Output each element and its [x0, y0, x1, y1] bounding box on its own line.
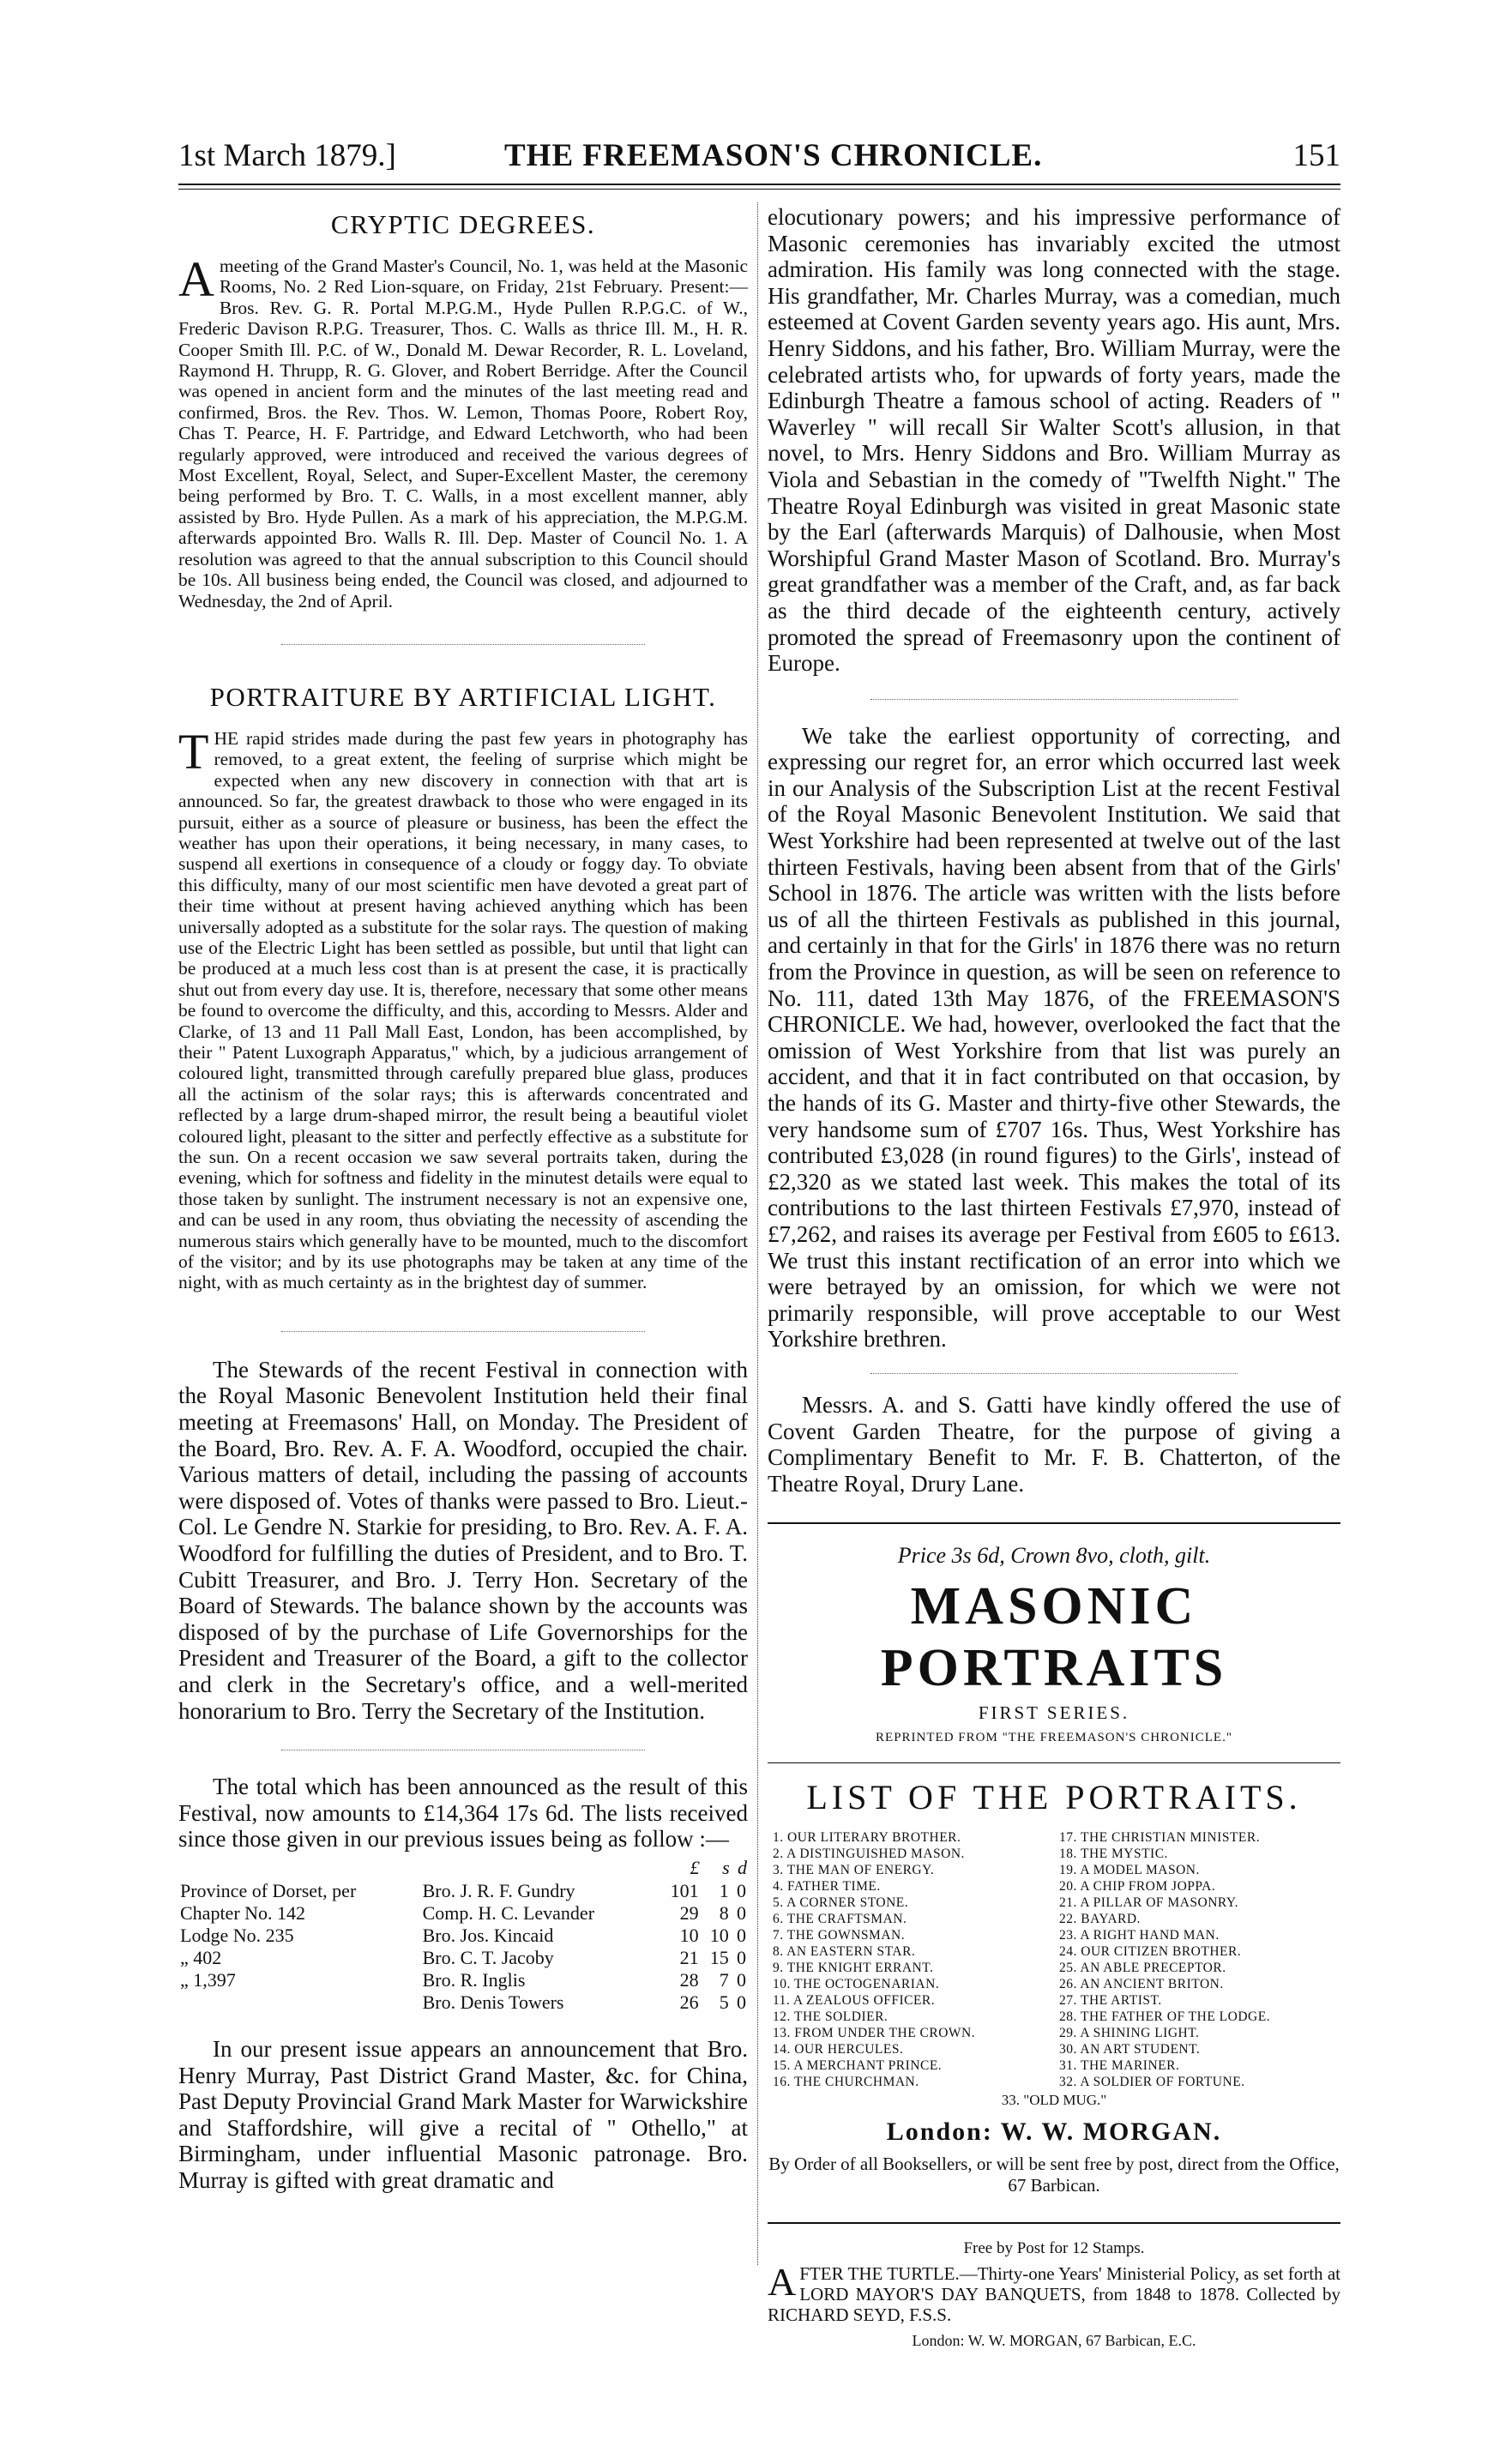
ad-address: London: W. W. MORGAN, 67 Barbican, E.C.	[912, 2332, 1196, 2350]
portrait-list-item: 26. AN ANCIENT BRITON.	[1059, 1977, 1224, 1992]
table-row	[178, 1880, 748, 1902]
row-pence: 0	[737, 1968, 746, 1991]
gatti-notice	[768, 1392, 1340, 1497]
section-divider	[178, 632, 748, 656]
row-source: „ 1,397	[180, 1968, 236, 1991]
portrait-list-item: 30. AN ART STUDENT.	[1059, 2042, 1201, 2057]
portrait-list-item: 5. A CORNER STONE.	[773, 1895, 909, 1911]
portrait-list-item: 8. AN EASTERN STAR.	[773, 1944, 916, 1960]
pounds-column-header: £	[690, 1856, 700, 1878]
section-divider	[178, 1319, 748, 1343]
row-contributor: Bro. Jos. Kincaid	[422, 1924, 554, 1946]
shillings-column-header: s	[722, 1856, 730, 1878]
row-shillings: 10	[709, 1924, 729, 1946]
section-divider	[768, 1361, 1340, 1385]
row-contributor: Comp. H. C. Levander	[422, 1901, 595, 1924]
table-row	[178, 1969, 748, 1991]
row-pence: 0	[737, 1946, 746, 1968]
portrait-list-item: 11. A ZEALOUS OFFICER.	[773, 1993, 936, 2009]
portrait-list	[768, 1829, 1340, 2090]
row-source: Chapter No. 142	[180, 1901, 306, 1924]
issue-date: 1st March 1879.]	[178, 138, 396, 173]
portrait-list-item: 4. FATHER TIME.	[773, 1879, 881, 1895]
table-row	[178, 1947, 748, 1969]
section-divider	[178, 1738, 748, 1762]
portrait-list-item: 3. THE MAN OF ENERGY.	[773, 1863, 935, 1878]
row-source: Province of Dorset, per	[180, 1879, 357, 1901]
portrait-list-item: 25. AN ABLE PRECEPTOR.	[1059, 1961, 1226, 1976]
portrait-list-item: 15. A MERCHANT PRINCE.	[773, 2058, 943, 2074]
row-pence: 0	[737, 1991, 746, 2013]
ad-price: Price 3s 6d, Crown 8vo, cloth, gilt.	[897, 1543, 1211, 1569]
article-body: We take the earliest opportunity of correcting, and expressing our regret for, an error which occurred last week in our Analysis of the Subscription List at the recent Festival of the Royal Masonic Benevolent Institution. We said that West Yorkshire had been represented at twelve out of the last thirteen Festivals, having been absent from that of the Girls' School in 1876. The article was written with the lists before us of all the thirteen Festivals as published in this journal, and certainly in that for the Girls' in 1876 there was no return from the Province in question, as will be seen on reference to No. 111, dated 13th May 1876, of the FREEMASON'S CHRONICLE. We had, however, overlooked the fact that the omission of West Yorkshire from that list was purely an accident, and that it in fact contributed on that occasion, by the hands of its G. Master and thirty-five other Stewards, the very handsome sum of £707 16s. Thus, West Yorkshire has contributed £3,028 (in round figures) to the Girls', instead of £2,320 as we stated last week. This makes the total of its contributions to the last thirteen Festivals £7,970, instead of £7,262, and raises its average per Festival from £605 to £613. We trust this instant rectification of an error into which we were betrayed by an omission, for which we were not primarily responsible, will prove acceptable to our West Yorkshire brethren.	[768, 722, 1340, 1353]
header-rule	[178, 184, 1340, 185]
ad-body: FTER THE TURTLE.—Thirty-one Years' Ministerial Policy, as set forth at LORD MAYOR'S DAY BANQUETS, from 1848 to 1878. Collected by RICHARD SEYD, F.S.S.	[768, 2263, 1340, 2326]
portrait-list-item: 33. "OLD MUG."	[1001, 2092, 1107, 2109]
cryptic-degrees-article	[178, 209, 748, 612]
row-source: „ 402	[180, 1946, 222, 1968]
portrait-list-item: 16. THE CHURCHMAN.	[773, 2075, 919, 2090]
row-source	[178, 1991, 421, 2014]
portrait-list-item: 32. A SOLDIER OF FORTUNE.	[1059, 2075, 1245, 2090]
portrait-list-item: 9. THE KNIGHT ERRANT.	[773, 1961, 934, 1976]
portrait-list-item: 6. THE CRAFTSMAN.	[773, 1912, 907, 1927]
festival-total-article	[178, 1774, 748, 2014]
murray-article-continued	[768, 204, 1340, 677]
portrait-list-item: 2. A DISTINGUISHED MASON.	[773, 1847, 965, 1862]
portrait-list-heading: LIST OF THE PORTRAITS.	[768, 1762, 1340, 1817]
subscription-table	[178, 1856, 748, 2014]
publisher-line: London: W. W. MORGAN.	[886, 2118, 1222, 2147]
row-shillings: 8	[719, 1901, 729, 1924]
portrait-list-item: 14. OUR HERCULES.	[773, 2042, 904, 2057]
ad-title: MASONIC PORTRAITS	[880, 1577, 1228, 1698]
portrait-list-item: 19. A MODEL MASON.	[1059, 1863, 1200, 1878]
article-body: elocutionary powers; and his impressive performance of Masonic ceremonies has invariably excited the utmost admiration. His family was long connected with the stage. His grandfather, Mr. Charles Murray, was a comedian, much esteemed at Covent Garden seventy years ago. His aunt, Mrs. Henry Siddons, and his father, Bro. William Murray, were the celebrated artists who, for upwards of forty years, made the Edinburgh Theatre a famous school of acting. Readers of " Waverley " will recall Sir Walter Scott's allusion, in that novel, to Mrs. Henry Siddons and Bro. William Murray as Viola and Sebastian in the comedy of "Twelfth Night." The Theatre Royal Edinburgh was visited in great Masonic state by the Earl (afterwards Marquis) of Dalhousie, when Most Worshipful Grand Master Mason of Scotland. Bro. Murray's great grandfather was a member of the Craft, and, as far back as the third decade of the eighteenth century, actively promoted the spread of Freemasonry upon the continent of Europe.	[768, 204, 1340, 677]
row-shillings: 7	[719, 1968, 729, 1991]
book-advertisement	[768, 1522, 1340, 2196]
portrait-list-item: 7. THE GOWNSMAN.	[773, 1928, 906, 1943]
table-row	[178, 1925, 748, 1947]
row-shillings: 5	[719, 1991, 729, 2013]
turtle-advertisement	[768, 2222, 1340, 2350]
column-separator	[757, 202, 758, 2265]
row-source: Lodge No. 235	[180, 1924, 294, 1946]
row-shillings: 15	[709, 1946, 729, 1968]
row-pounds: 29	[679, 1901, 699, 1924]
ad-price-note: Free by Post for 12 Stamps.	[963, 2239, 1145, 2258]
portrait-list-item: 29. A SHINING LIGHT.	[1059, 2026, 1200, 2041]
row-pounds: 101	[670, 1879, 699, 1901]
row-pounds: 21	[679, 1946, 699, 1968]
row-contributor: Bro. J. R. F. Gundry	[422, 1879, 575, 1901]
left-column	[178, 204, 748, 2194]
portrait-list-item: 17. THE CHRISTIAN MINISTER.	[1059, 1830, 1261, 1846]
portrait-list-item: 13. FROM UNDER THE CROWN.	[773, 2026, 976, 2041]
portrait-list-item: 28. THE FATHER OF THE LODGE.	[1059, 2009, 1271, 2025]
row-pounds: 10	[679, 1924, 699, 1946]
portrait-list-item: 12. THE SOLDIER.	[773, 2009, 889, 2025]
order-note: By Order of all Booksellers, or will be sent free by post, direct from the Office, 67 Barbican.	[768, 2154, 1340, 2196]
ad-reprint-note: REPRINTED FROM "THE FREEMASON'S CHRONICLE."	[876, 1731, 1232, 1745]
table-row	[178, 1902, 748, 1925]
running-head	[178, 137, 1340, 185]
portrait-list-item: 31. THE MARINER.	[1059, 2058, 1180, 2074]
article-body: In our present issue appears an announcement that Bro. Henry Murray, Past District Grand Master, &c. for China, Past Deputy Provincial Grand Mark Master for Warwickshire and Staffordshire, will give a recital of " Othello," at Birmingham, under influential Masonic patronage. Bro. Murray is gifted with great dramatic and	[178, 2035, 748, 2193]
publication-title: THE FREEMASON'S CHRONICLE.	[504, 138, 1043, 173]
article-heading: CRYPTIC DEGREES.	[330, 209, 596, 239]
ad-series: FIRST SERIES.	[978, 1702, 1130, 1724]
portrait-list-item: 20. A CHIP FROM JOPPA.	[1059, 1879, 1216, 1895]
page-number: 151	[1292, 138, 1340, 173]
portrait-list-item: 18. THE MYSTIC.	[1059, 1847, 1168, 1862]
section-divider	[768, 687, 1340, 711]
row-contributor: Bro. Denis Towers	[422, 1991, 564, 2013]
table-header-row	[178, 1856, 748, 1880]
portrait-list-item: 1. OUR LITERARY BROTHER.	[773, 1830, 961, 1846]
article-body: Messrs. A. and S. Gatti have kindly offered the use of Covent Garden Theatre, for the purpose of giving a Complimentary Benefit to Mr. F. B. Chatterton, of the Theatre Royal, Drury Lane.	[768, 1391, 1340, 1497]
row-contributor: Bro. R. Inglis	[422, 1968, 526, 1991]
portraiture-article	[178, 682, 748, 1293]
portrait-list-item: 21. A PILLAR OF MASONRY.	[1059, 1895, 1238, 1911]
table-row	[178, 1991, 748, 2014]
correction-article	[768, 723, 1340, 1353]
portrait-list-item: 24. OUR CITIZEN BROTHER.	[1059, 1944, 1242, 1960]
portrait-list-item: 23. A RIGHT HAND MAN.	[1059, 1928, 1220, 1943]
row-pounds: 26	[679, 1991, 699, 2013]
drop-cap: A	[768, 2260, 797, 2304]
article-body: meeting of the Grand Master's Council, No. 1, was held at the Masonic Rooms, No. 2 Red Lion-square, on Friday, 21st February. Present:—Bros. Rev. G. R. Portal M.P.G.M., Hyde Pullen R.P.G.C. of W., Frederic Davison R.P.G. Treasurer, Thos. C. Walls as thrice Ill. M., H. R. Cooper Smith Ill. P.C. of W., Donald M. Dewar Recorder, R. L. Loveland, Raymond H. Thrupp, R. G. Glover, and Robert Berridge. After the Council was opened in ancient form and the minutes of the last meeting read and confirmed, Bros. the Rev. Thos. W. Lemon, Thomas Poore, Robert Roy, Chas T. Pearce, H. F. Partridge, and Edward Letchworth, who had been regularly approved, were introduced and received the various degrees of Most Excellent, Royal, Select, and Super-Excellent Master, the ceremony being performed by Bro. T. C. Walls, in a most excellent manner, ably assisted by Bro. Hyde Pullen. As a mark of his appreciation, the M.P.G.M. afterwards appointed Bro. Walls R. Ill. Dep. Master of Council No. 1. A resolution was agreed to that the annual subscription to this Council should be 10s. All business being ended, the Council was closed, and adjourned to Wednesday, the 2nd of April.	[178, 256, 748, 612]
header-rule-thin	[178, 189, 1340, 190]
portrait-list-item: 22. BAYARD.	[1059, 1912, 1141, 1927]
drop-cap: T	[178, 723, 209, 780]
article-body: HE rapid strides made during the past few years in photography has removed, to a great extent, the feeling of surprise which might be expected when any new discovery in connection with that art is announced. So far, the greatest drawback to those who were engaged in its pursuit, either as a source of pleasure or business, has been the effect the weather has upon their operations, it being necessary, in many cases, to suspend all exertions in consequence of a cloudy or foggy day. To obviate this difficulty, many of our most scientific men have devoted a great part of their time without at present having achieved anything which has been universally adopted as a substitute for the solar rays. The question of making use of the Electric Light has been settled as possible, but until that light can be produced at a much less cost than is at present the case, it is practically shut out from every day use. It is, therefore, necessary that some other means be found to overcome the difficulty, and this, according to Messrs. Alder and Clarke, of 13 and 11 Pall Mall East, London, has been accomplished, by their " Patent Luxograph Apparatus," which, by a judicious arrangement of coloured light, transmitted through carefully prepared blue glass, produces all the actinism of the solar rays; this is afterwards concentrated and reflected by a large drum-shaped mirror, the result being a beautiful violet coloured light, pleasant to the sitter and perfectly effective as a substitute for the sun. On a recent occasion we saw several portraits taken, during the evening, which for softness and fidelity in the minutest details were equal to those taken by sunlight. The instrument necessary is not an expensive one, and can be used in any room, thus obviating the necessity of ascending the numerous stairs which generally have to be mounted, much to the discomfort of the visitor; and by its use photographs may be taken at any time of the night, with as much certainty as in the brightest day of summer.	[178, 727, 748, 1293]
row-pence: 0	[737, 1901, 746, 1924]
row-shillings: 1	[719, 1879, 729, 1901]
stewards-article	[178, 1357, 748, 1724]
article-body: The total which has been announced as the result of this Festival, now amounts to £14,364 17s 6d. The lists received since those given in our previous issues being as follow :—	[178, 1774, 748, 1853]
row-pence: 0	[737, 1924, 746, 1946]
portrait-list-left	[768, 1829, 1054, 2090]
article-heading: PORTRAITURE BY ARTIFICIAL LIGHT.	[209, 681, 717, 712]
portrait-list-right	[1054, 1829, 1340, 2090]
article-body: The Stewards of the recent Festival in connection with the Royal Masonic Benevolent Institution held their final meeting at Freemasons' Hall, on Monday. The President of the Board, Bro. Rev. A. F. A. Woodford, occupied the chair. Various matters of detail, including the passing of accounts were disposed of. Votes of thanks were passed to Bro. Lieut.-Col. Le Gendre N. Starkie for presiding, to Bro. Rev. A. F. A. Woodford for fulfilling the duties of President, and to Bro. T. Cubitt Treasurer, and Bro. J. Terry Hon. Secretary of the Board of Stewards. The balance shown by the accounts was disposed of by the purchase of Life Governorships for the President and Treasurer of the Board, a gift to the collector and clerk in the Secretary's office, and a well-merited honorarium to Bro. Terry the Secretary of the Institution.	[178, 1356, 748, 1724]
pence-column-header: d	[738, 1856, 747, 1878]
drop-cap: A	[178, 251, 214, 307]
row-contributor: Bro. C. T. Jacoby	[422, 1946, 554, 1968]
row-pounds: 28	[679, 1968, 699, 1991]
row-pence: 0	[737, 1879, 746, 1901]
right-column	[768, 204, 1340, 2350]
murray-article	[178, 2036, 748, 2194]
portrait-list-item: 27. THE ARTIST.	[1059, 1993, 1162, 2009]
portrait-list-item: 10. THE OCTOGENARIAN.	[773, 1977, 940, 1992]
